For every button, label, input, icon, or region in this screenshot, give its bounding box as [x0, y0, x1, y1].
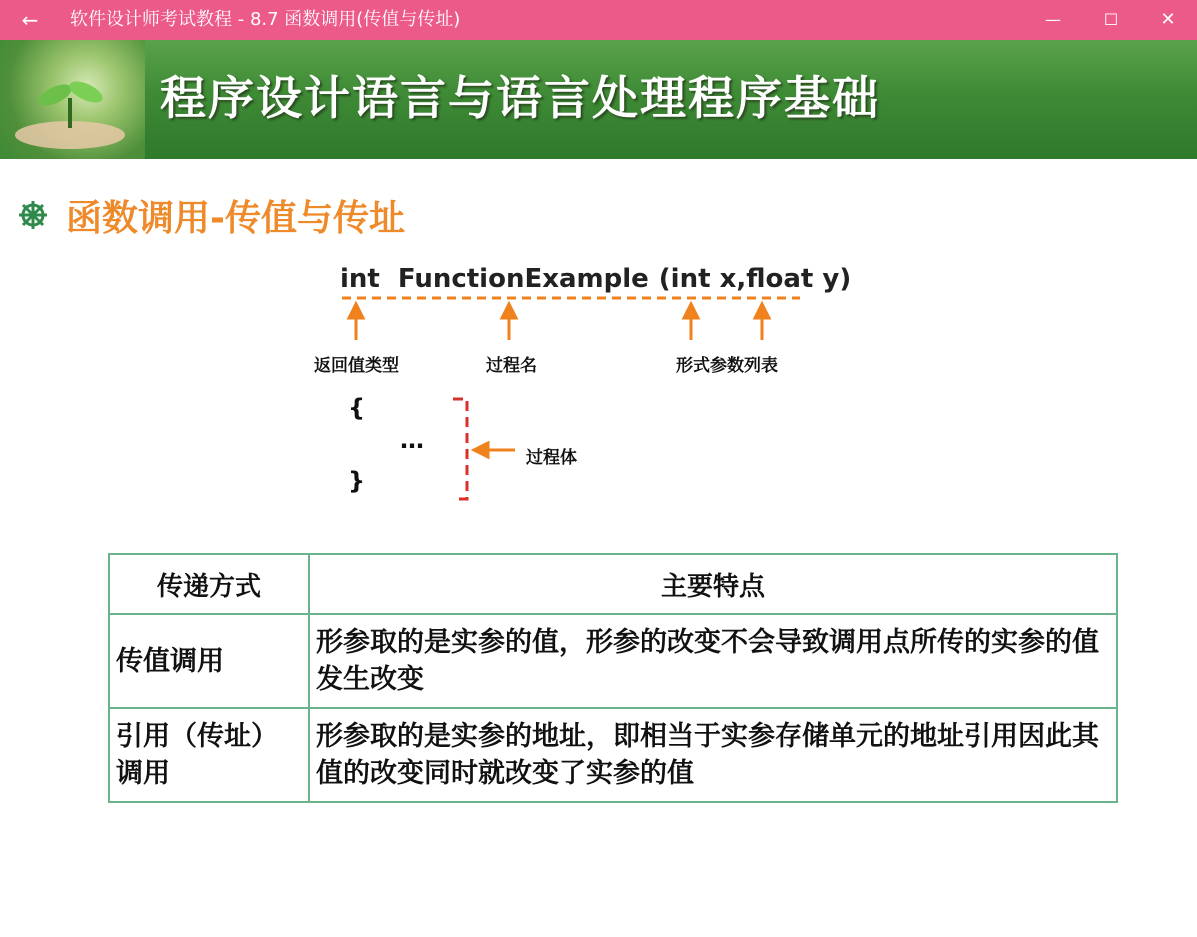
banner-heading: 程序设计语言与语言处理程序基础 — [160, 71, 880, 125]
minimize-icon[interactable]: — — [1045, 10, 1061, 29]
table-header-row — [109, 554, 1117, 614]
parameters-text: (int x,float y) — [658, 264, 852, 294]
row-feature: 形参取的是实参的地址，即相当于实参存储单元的地址引用因此其值的改变同时就改变了实参的值 — [309, 708, 1117, 802]
maximize-icon[interactable]: ☐ — [1103, 10, 1119, 29]
close-brace: } — [348, 467, 366, 495]
section-title: 函数调用-传值与传址 — [66, 198, 405, 239]
row-mode: 引用（传址）调用 — [109, 708, 309, 802]
procedure-name-arrow — [502, 304, 516, 340]
table-row — [109, 708, 1117, 802]
header-feature: 主要特点 — [309, 554, 1117, 614]
return-type-text: int — [340, 264, 380, 294]
title-bar — [0, 0, 1197, 40]
ellipsis: … — [400, 426, 424, 454]
row-mode: 传值调用 — [109, 614, 309, 708]
param-y-arrow — [755, 304, 769, 340]
function-name-text: FunctionExample — [397, 264, 649, 294]
procedure-body-label: 过程体 — [526, 448, 577, 468]
return-type-arrow — [349, 304, 363, 340]
return-type-label: 返回值类型 — [314, 356, 399, 376]
close-icon[interactable]: ✕ — [1160, 9, 1176, 30]
row-feature: 形参取的是实参的值，形参的改变不会导致调用点所传的实参的值发生改变 — [309, 614, 1117, 708]
window-title: 软件设计师考试教程 - 8.7 函数调用(传值与传址) — [70, 9, 461, 30]
procedure-name-label: 过程名 — [486, 356, 537, 376]
header-mode: 传递方式 — [109, 554, 309, 614]
comparison-table — [108, 553, 1118, 803]
table-row — [109, 614, 1117, 708]
param-x-arrow — [684, 304, 698, 340]
back-arrow-icon[interactable]: ← — [21, 8, 39, 32]
open-brace: { — [348, 394, 366, 422]
slide — [0, 40, 1197, 937]
param-list-label: 形式参数列表 — [676, 356, 778, 376]
body-arrow — [474, 443, 515, 457]
body-bracket — [453, 399, 467, 499]
